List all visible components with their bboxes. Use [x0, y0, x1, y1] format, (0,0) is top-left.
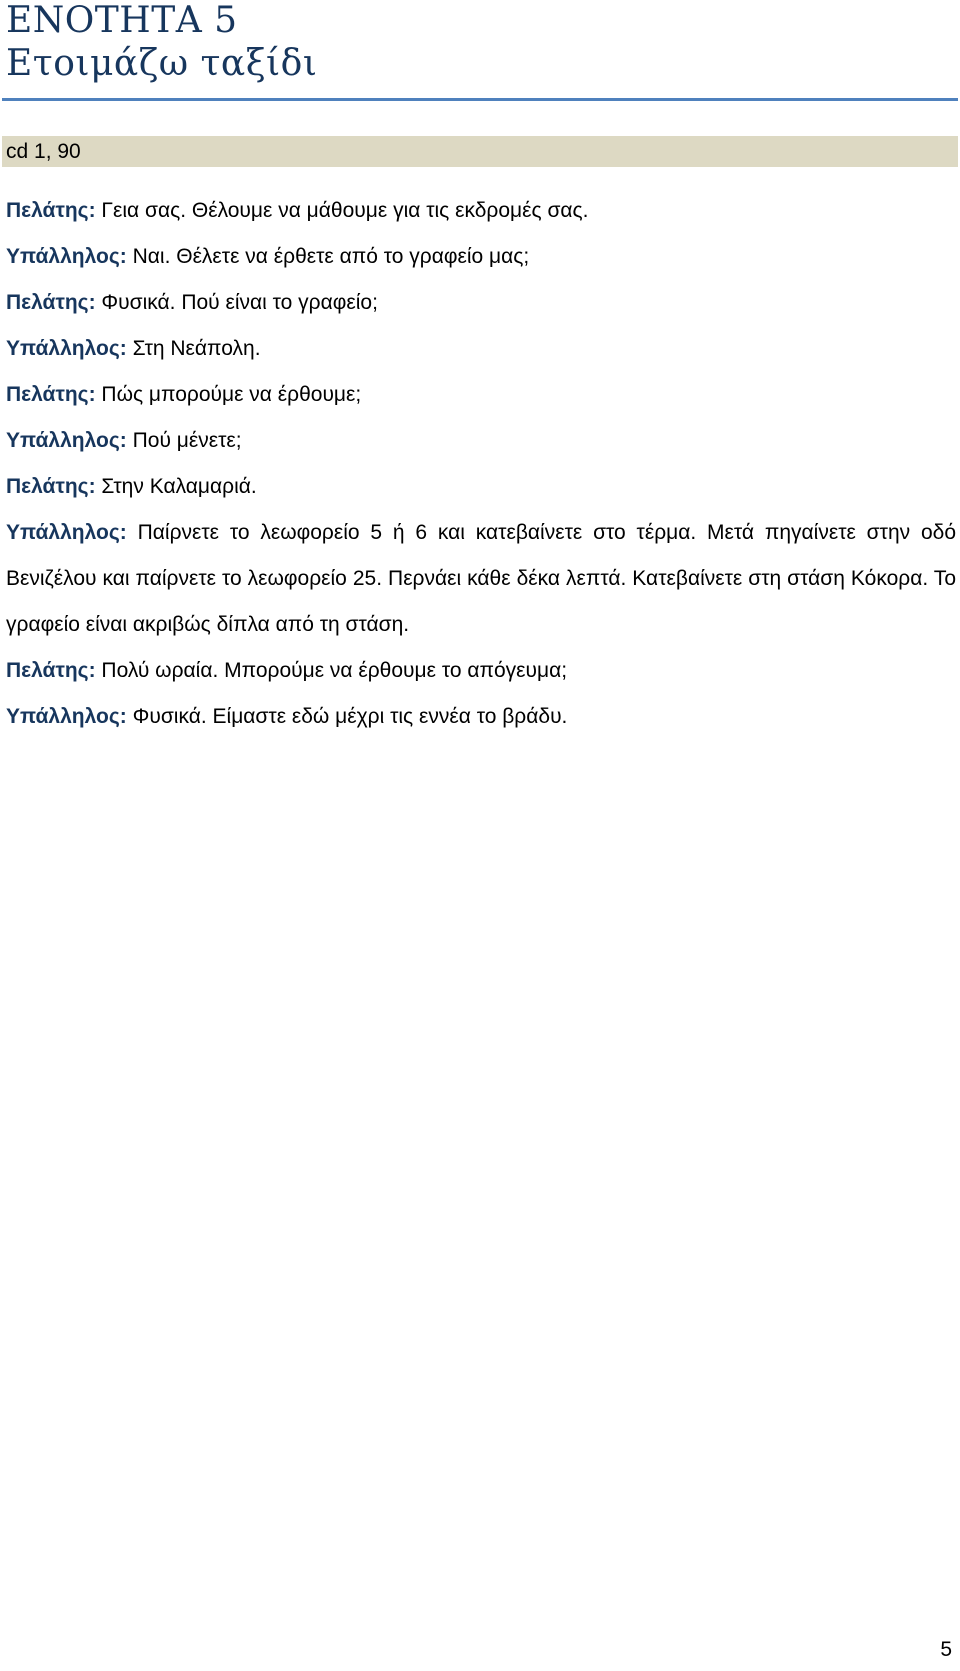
- dialogue-line: [6, 694, 956, 740]
- page-number: 5: [940, 1638, 952, 1661]
- dialogue-line: [6, 648, 956, 694]
- header-divider: [2, 98, 958, 101]
- page-header: [6, 0, 960, 86]
- audio-track-bar: [2, 136, 958, 167]
- dialogue-line: [6, 326, 956, 372]
- dialogue-line: [6, 510, 956, 648]
- speaker-label: Υπάλληλος:: [6, 521, 127, 544]
- speaker-label: Υπάλληλος:: [6, 429, 127, 452]
- dialogue-line: [6, 464, 956, 510]
- unit-subtitle: Ετοιμάζω ταξίδι: [6, 43, 318, 84]
- unit-title: ΕΝΟΤΗΤΑ 5: [6, 0, 238, 41]
- speaker-label: Υπάλληλος:: [6, 337, 127, 360]
- utterance-text: Παίρνετε το λεωφορείο 5 ή 6 και κατεβαίνετε στο τέρμα. Μετά πηγαίνετε στην οδό Βενιζέλου και παίρνετε το λεωφορείο 25. Περνάει κάθε δέκα λεπτά. Κατεβαίνετε στη στάση Κόκορα. Το γραφείο είναι ακριβώς δίπλα από τη στάση.: [6, 521, 956, 636]
- utterance-text: Γεια σας. Θέλουμε να μάθουμε για τις εκδρομές σας.: [95, 199, 589, 222]
- utterance-text: Πολύ ωραία. Μπορούμε να έρθουμε το απόγευμα;: [95, 659, 568, 682]
- speaker-label: Πελάτης:: [6, 383, 96, 406]
- utterance-text: Ναι. Θέλετε να έρθετε από το γραφείο μας;: [126, 245, 530, 268]
- dialogue-line: [6, 234, 956, 280]
- dialogue-line: [6, 188, 956, 234]
- dialogue-line: [6, 418, 956, 464]
- speaker-label: Υπάλληλος:: [6, 705, 127, 728]
- dialogue-line: [6, 372, 956, 418]
- speaker-label: Πελάτης:: [6, 659, 96, 682]
- audio-track-label: cd 1, 90: [6, 140, 81, 163]
- speaker-label: Υπάλληλος:: [6, 245, 127, 268]
- utterance-text: Στη Νεάπολη.: [126, 337, 261, 360]
- utterance-text: Πού μένετε;: [126, 429, 242, 452]
- utterance-text: Στην Καλαμαριά.: [95, 475, 257, 498]
- speaker-label: Πελάτης:: [6, 291, 96, 314]
- utterance-text: Φυσικά. Είμαστε εδώ μέχρι τις εννέα το βράδυ.: [126, 705, 568, 728]
- speaker-label: Πελάτης:: [6, 199, 96, 222]
- speaker-label: Πελάτης:: [6, 475, 96, 498]
- dialogue-line: [6, 280, 956, 326]
- utterance-text: Πώς μπορούμε να έρθουμε;: [95, 383, 362, 406]
- utterance-text: Φυσικά. Πού είναι το γραφείο;: [95, 291, 378, 314]
- dialogue-transcript: [6, 188, 956, 740]
